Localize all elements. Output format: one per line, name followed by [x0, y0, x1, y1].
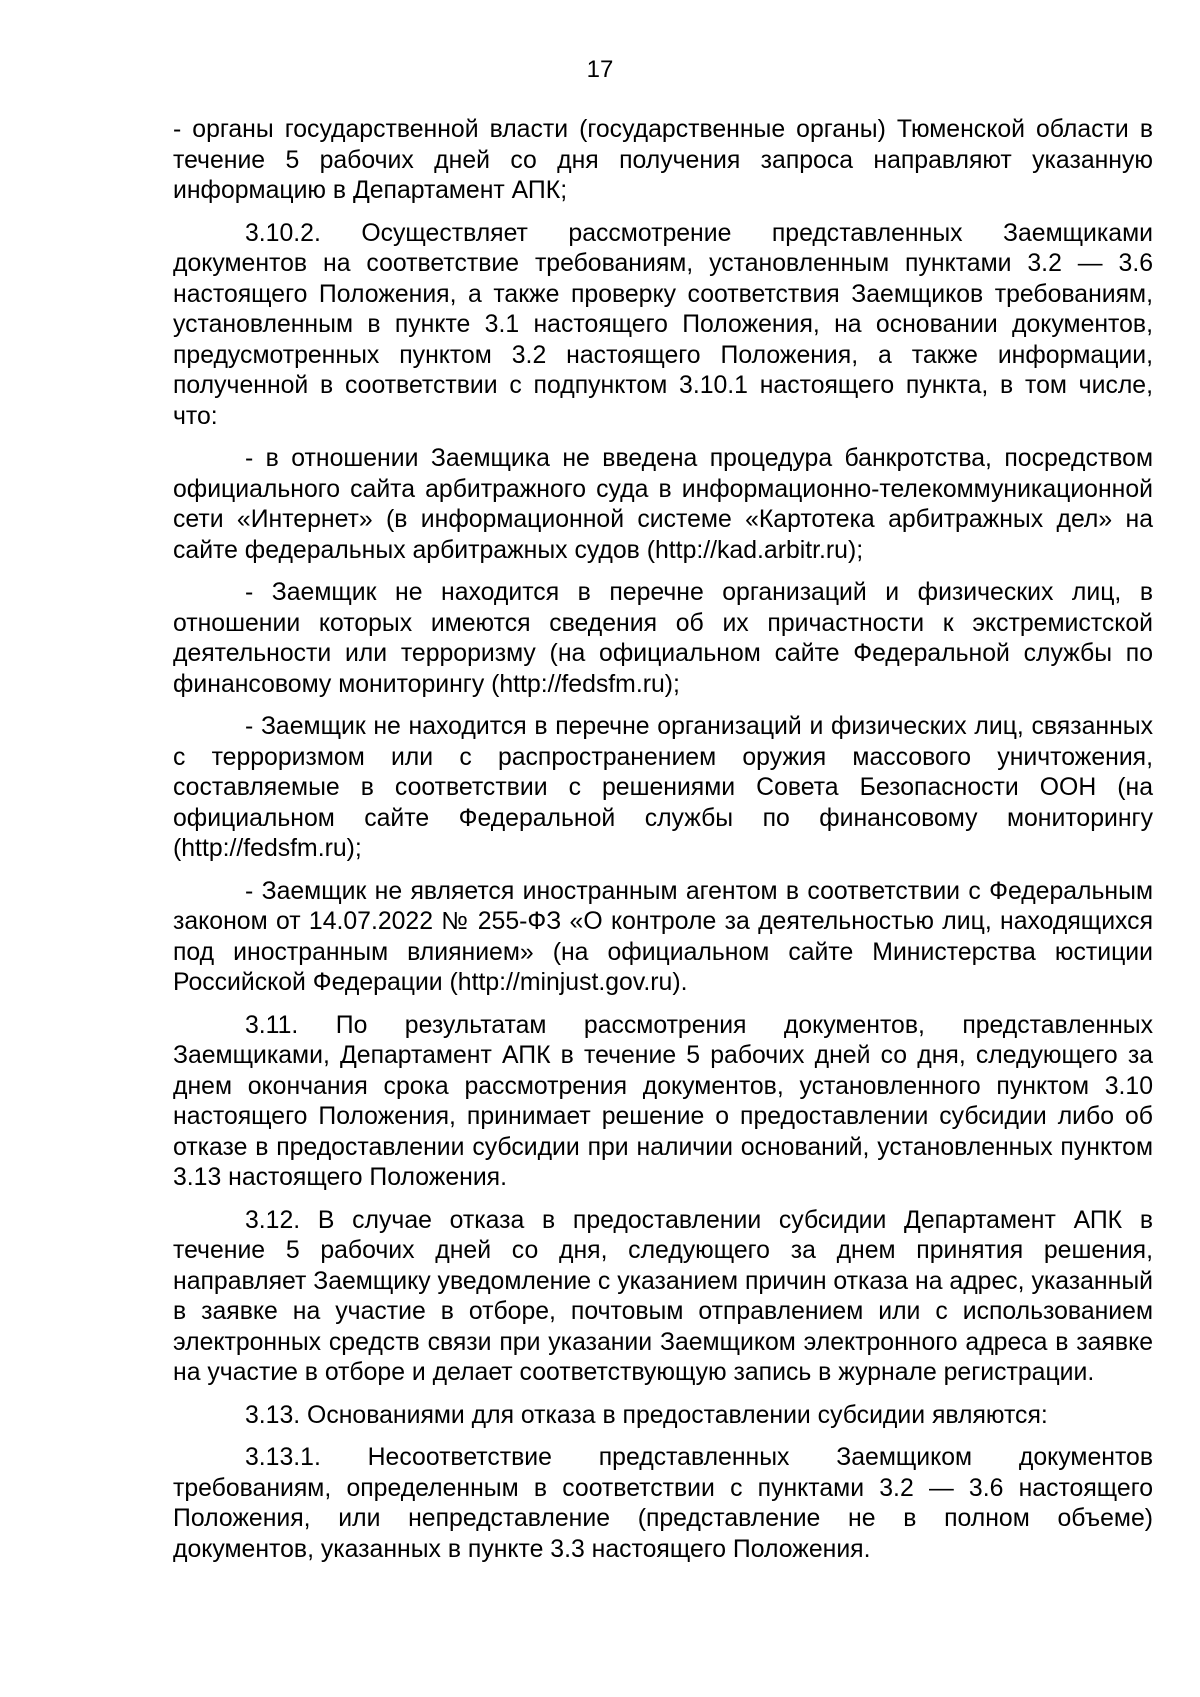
paragraph-3-12: 3.12. В случае отказа в предоставлении субсидии Департамент АПК в течение 5 рабочих дней со дня, следующего за днем принятия решения, направляет Заемщику уведомление с указанием причин отказа на адрес, указанный в заявке на участие в отборе, почтовым отправлением или с использованием электронных средств связи при указании Заемщиком электронного адреса в заявке на участие в отборе и делает соответствующую запись в журнале регистрации. [173, 1206, 1153, 1386]
paragraph-bankruptcy-check: - в отношении Заемщика не введена процедура банкротства, посредством официального сайта арбитражного суда в информационно-телекоммуникационной сети «Интернет» (в информационной системе «Картотека арбитражных дел» на сайте федеральных арбитражных судов (http://kad.arbitr.ru); [173, 445, 1153, 564]
paragraph-extremism-check: - Заемщик не находится в перечне организаций и физических лиц, в отношении которых имеются сведения об их причастности к экстремистской деятельности или терроризму (на официальном сайте Федеральной службы по финансовому мониторингу (http://fedsfm.ru); [173, 579, 1153, 698]
paragraph-3-13: 3.13. Основаниями для отказа в предоставлении субсидии являются: [245, 1401, 1048, 1429]
document-body [173, 115, 1153, 1577]
paragraph-terrorism-check: - Заемщик не находится в перечне организаций и физических лиц, связанных с терроризмом или с распространением оружия массового уничтожения, составляемые в соответствии с решениями Совета Безопасности ООН (на официальном сайте Федеральной службы по финансовому мониторингу (http://fedsfm.ru); [173, 713, 1153, 862]
paragraph-3-11: 3.11. По результатам рассмотрения документов, представленных Заемщиками, Департамент АПК в течение 5 рабочих дней со дня, следующего за днем окончания срока рассмотрения документов, установленного пунктом 3.10 настоящего Положения, принимает решение о предоставлении субсидии либо об отказе в предоставлении субсидии при наличии оснований, установленных пунктом 3.13 настоящего Положения. [173, 1011, 1153, 1191]
paragraph-3-13-1: 3.13.1. Несоответствие представленных Заемщиком документов требованиям, определенным в соответствии с пунктами 3.2 — 3.6 настоящего Положения, или непредставление (представление не в полном объеме) документов, указанных в пункте 3.3 настоящего Положения. [173, 1444, 1153, 1563]
paragraph-3-10-2: 3.10.2. Осуществляет рассмотрение представленных Заемщиками документов на соответствие требованиям, установленным пунктами 3.2 — 3.6 настоящего Положения, а также проверку соответствия Заемщиков требованиям, установленным в пункте 3.1 настоящего Положения, на основании документов, предусмотренных пунктом 3.2 настоящего Положения, а также информации, полученной в соответствии с подпунктом 3.10.1 настоящего пункта, в том числе, что: [173, 219, 1153, 430]
paragraph-government-bodies: - органы государственной власти (государственные органы) Тюменской области в течение 5 рабочих дней со дня получения запроса направляют указанную информацию в Департамент АПК; [173, 116, 1153, 204]
paragraph-foreign-agent-check: - Заемщик не является иностранным агентом в соответствии с Федеральным законом от 14.07.2022 № 255-ФЗ «О контроле за деятельностью лиц, находящихся под иностранным влиянием» (на официальном сайте Министерства юстиции Российской Федерации (http://minjust.gov.ru). [173, 877, 1153, 996]
page-number: 17 [586, 56, 614, 83]
